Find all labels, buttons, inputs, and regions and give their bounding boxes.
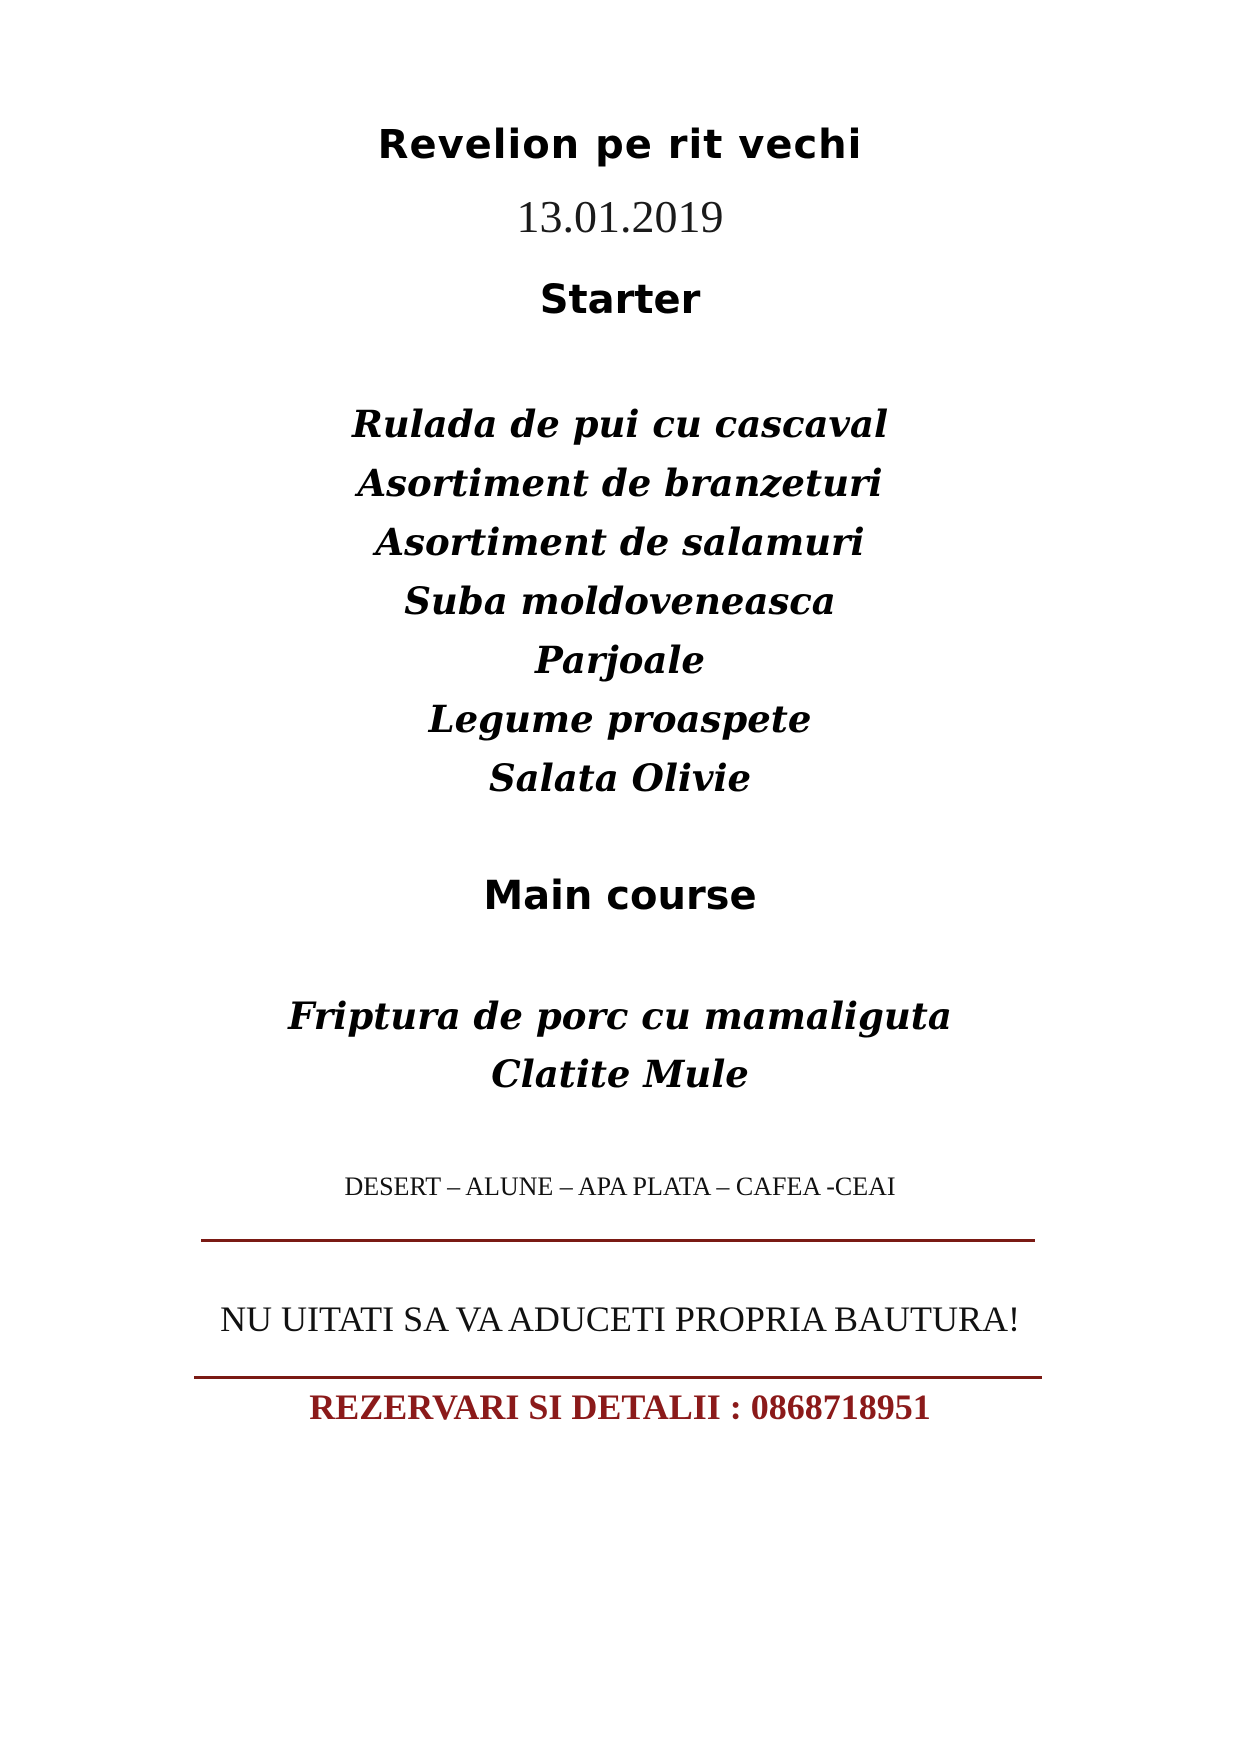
starter-item: Suba moldoveneasca	[404, 579, 836, 623]
starter-heading: Starter	[539, 277, 701, 323]
main-course-item: Friptura de porc cu mamaliguta	[288, 994, 952, 1038]
main-course-heading: Main course	[483, 873, 757, 919]
starter-item: Legume proaspete	[428, 697, 812, 741]
extras-line: DESERT – ALUNE – APA PLATA – CAFEA -CEAI	[344, 1172, 896, 1201]
starter-item: Parjoale	[535, 638, 705, 682]
main-course-item: Clatite Mule	[491, 1052, 749, 1096]
reservation-contact: REZERVARI SI DETALII : 0868718951	[309, 1387, 931, 1427]
event-title: Revelion pe rit vechi	[377, 122, 863, 168]
drinks-notice: NU UITATI SA VA ADUCETI PROPRIA BAUTURA!	[220, 1299, 1020, 1339]
divider-top	[201, 1239, 1035, 1242]
divider-bottom	[194, 1376, 1042, 1379]
starter-item: Asortiment de branzeturi	[357, 461, 883, 505]
starter-item: Asortiment de salamuri	[375, 520, 865, 564]
event-date: 13.01.2019	[516, 191, 724, 242]
starter-item: Rulada de pui cu cascaval	[351, 402, 889, 446]
starter-item: Salata Olivie	[488, 756, 752, 800]
